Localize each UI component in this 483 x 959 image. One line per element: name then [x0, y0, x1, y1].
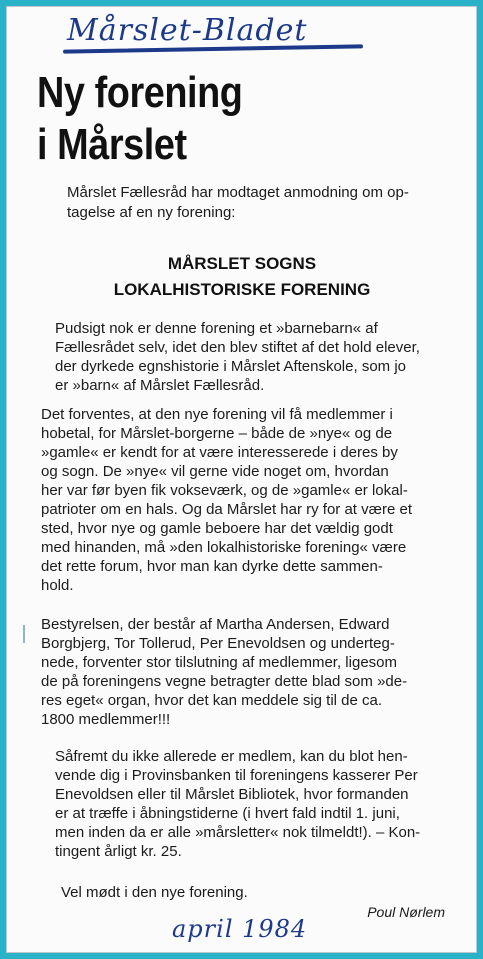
sub-headline-line: MÅRSLET SOGNS [167, 254, 317, 273]
text-line: Det forventes, at den nye forening vil få medlemmer i [41, 406, 393, 423]
text-line: er »barn« af Mårslet Fællesråd. [55, 377, 265, 394]
text-line: der dyrkede egnshistorie i Mårslet Aftenskole, som jo [55, 358, 406, 375]
text-line: her var før byen fik vokseværk, og de »gamle« er lokal- [41, 482, 408, 499]
signature-block [41, 883, 453, 920]
text-line: res eget« organ, hvor det kan meddele sig til de ca. [41, 692, 383, 709]
text-line: tingent årligt kr. 25. [55, 843, 182, 860]
text-line: Pudsigt nok er denne forening et »barnebarn« af [55, 320, 378, 337]
text-line: vende dig i Provinsbanken til foreningens kasserer Per [55, 767, 418, 784]
text-line: Borgbjerg, Tor Tollerud, Per Enevoldsen og underteg- [41, 635, 395, 652]
text-line: 1800 medlemmer!!! [41, 711, 171, 728]
intro-paragraph [67, 183, 437, 223]
paragraph-3 [41, 615, 453, 729]
intro-line: tagelse af en ny forening: [67, 204, 236, 221]
text-line: de på foreningens vegne betragter dette blad som »de- [41, 673, 408, 690]
text-line: Fællesrådet selv, idet den blev stiftet af det hold elever, [55, 339, 420, 356]
author-name: Poul Nørlem [367, 904, 445, 920]
headline-line: i Mårslet [37, 120, 187, 169]
sub-headline-line: LOKALHISTORISKE FORENING [113, 280, 371, 299]
paragraph-2 [41, 405, 453, 595]
text-line: sted, hvor nye og gamle beboere har det vældig godt [41, 520, 393, 537]
headline [37, 67, 242, 171]
paragraph-1 [41, 319, 453, 395]
text-line: og sogn. De »nye« vil gerne vide noget om, hvordan [41, 463, 389, 480]
text-line: hold. [41, 577, 74, 594]
handwritten-title: Mårslet-Bladet [67, 13, 308, 48]
text-line: hobetal, for Mårslet-borgerne – både de »nye« og de [41, 425, 393, 442]
text-line: patrioter om en hals. Og da Mårslet har ry for at være et [41, 501, 412, 518]
text-line: med hinanden, må »den lokalhistoriske forening« være [41, 539, 407, 556]
text-line: nede, forventer stor tilslutning af medlemmer, ligesom [41, 654, 397, 671]
sub-headline [47, 251, 437, 303]
text-line: er at træffe i åbningstiderne (i hvert fald indtil 1. juni, [55, 805, 400, 822]
paragraph-4 [41, 747, 453, 861]
headline-line: Ny forening [37, 68, 243, 117]
text-line: Såfremt du ikke allerede er medlem, kan du blot hen- [55, 748, 408, 765]
intro-line: Mårslet Fællesråd har modtaget anmodning om op- [67, 184, 409, 201]
text-line: det rette forum, hvor man kan dyrke dette sammen- [41, 558, 383, 575]
sign-off: Vel mødt i den nye forening. [61, 884, 248, 901]
margin-mark [23, 625, 25, 643]
text-line: Bestyrelsen, der består af Martha Andersen, Edward [41, 616, 390, 633]
text-line: »gamle« er kendt for at være interesserede i deres by [41, 444, 398, 461]
text-line: Enevoldsen eller til Mårslet Bibliotek, hvor formanden [55, 786, 409, 803]
handwritten-date: april 1984 [172, 915, 308, 943]
newspaper-clipping [6, 6, 477, 953]
text-line: men inden da er alle »mårsletter« nok tilmeldt!). – Kon- [55, 824, 421, 841]
